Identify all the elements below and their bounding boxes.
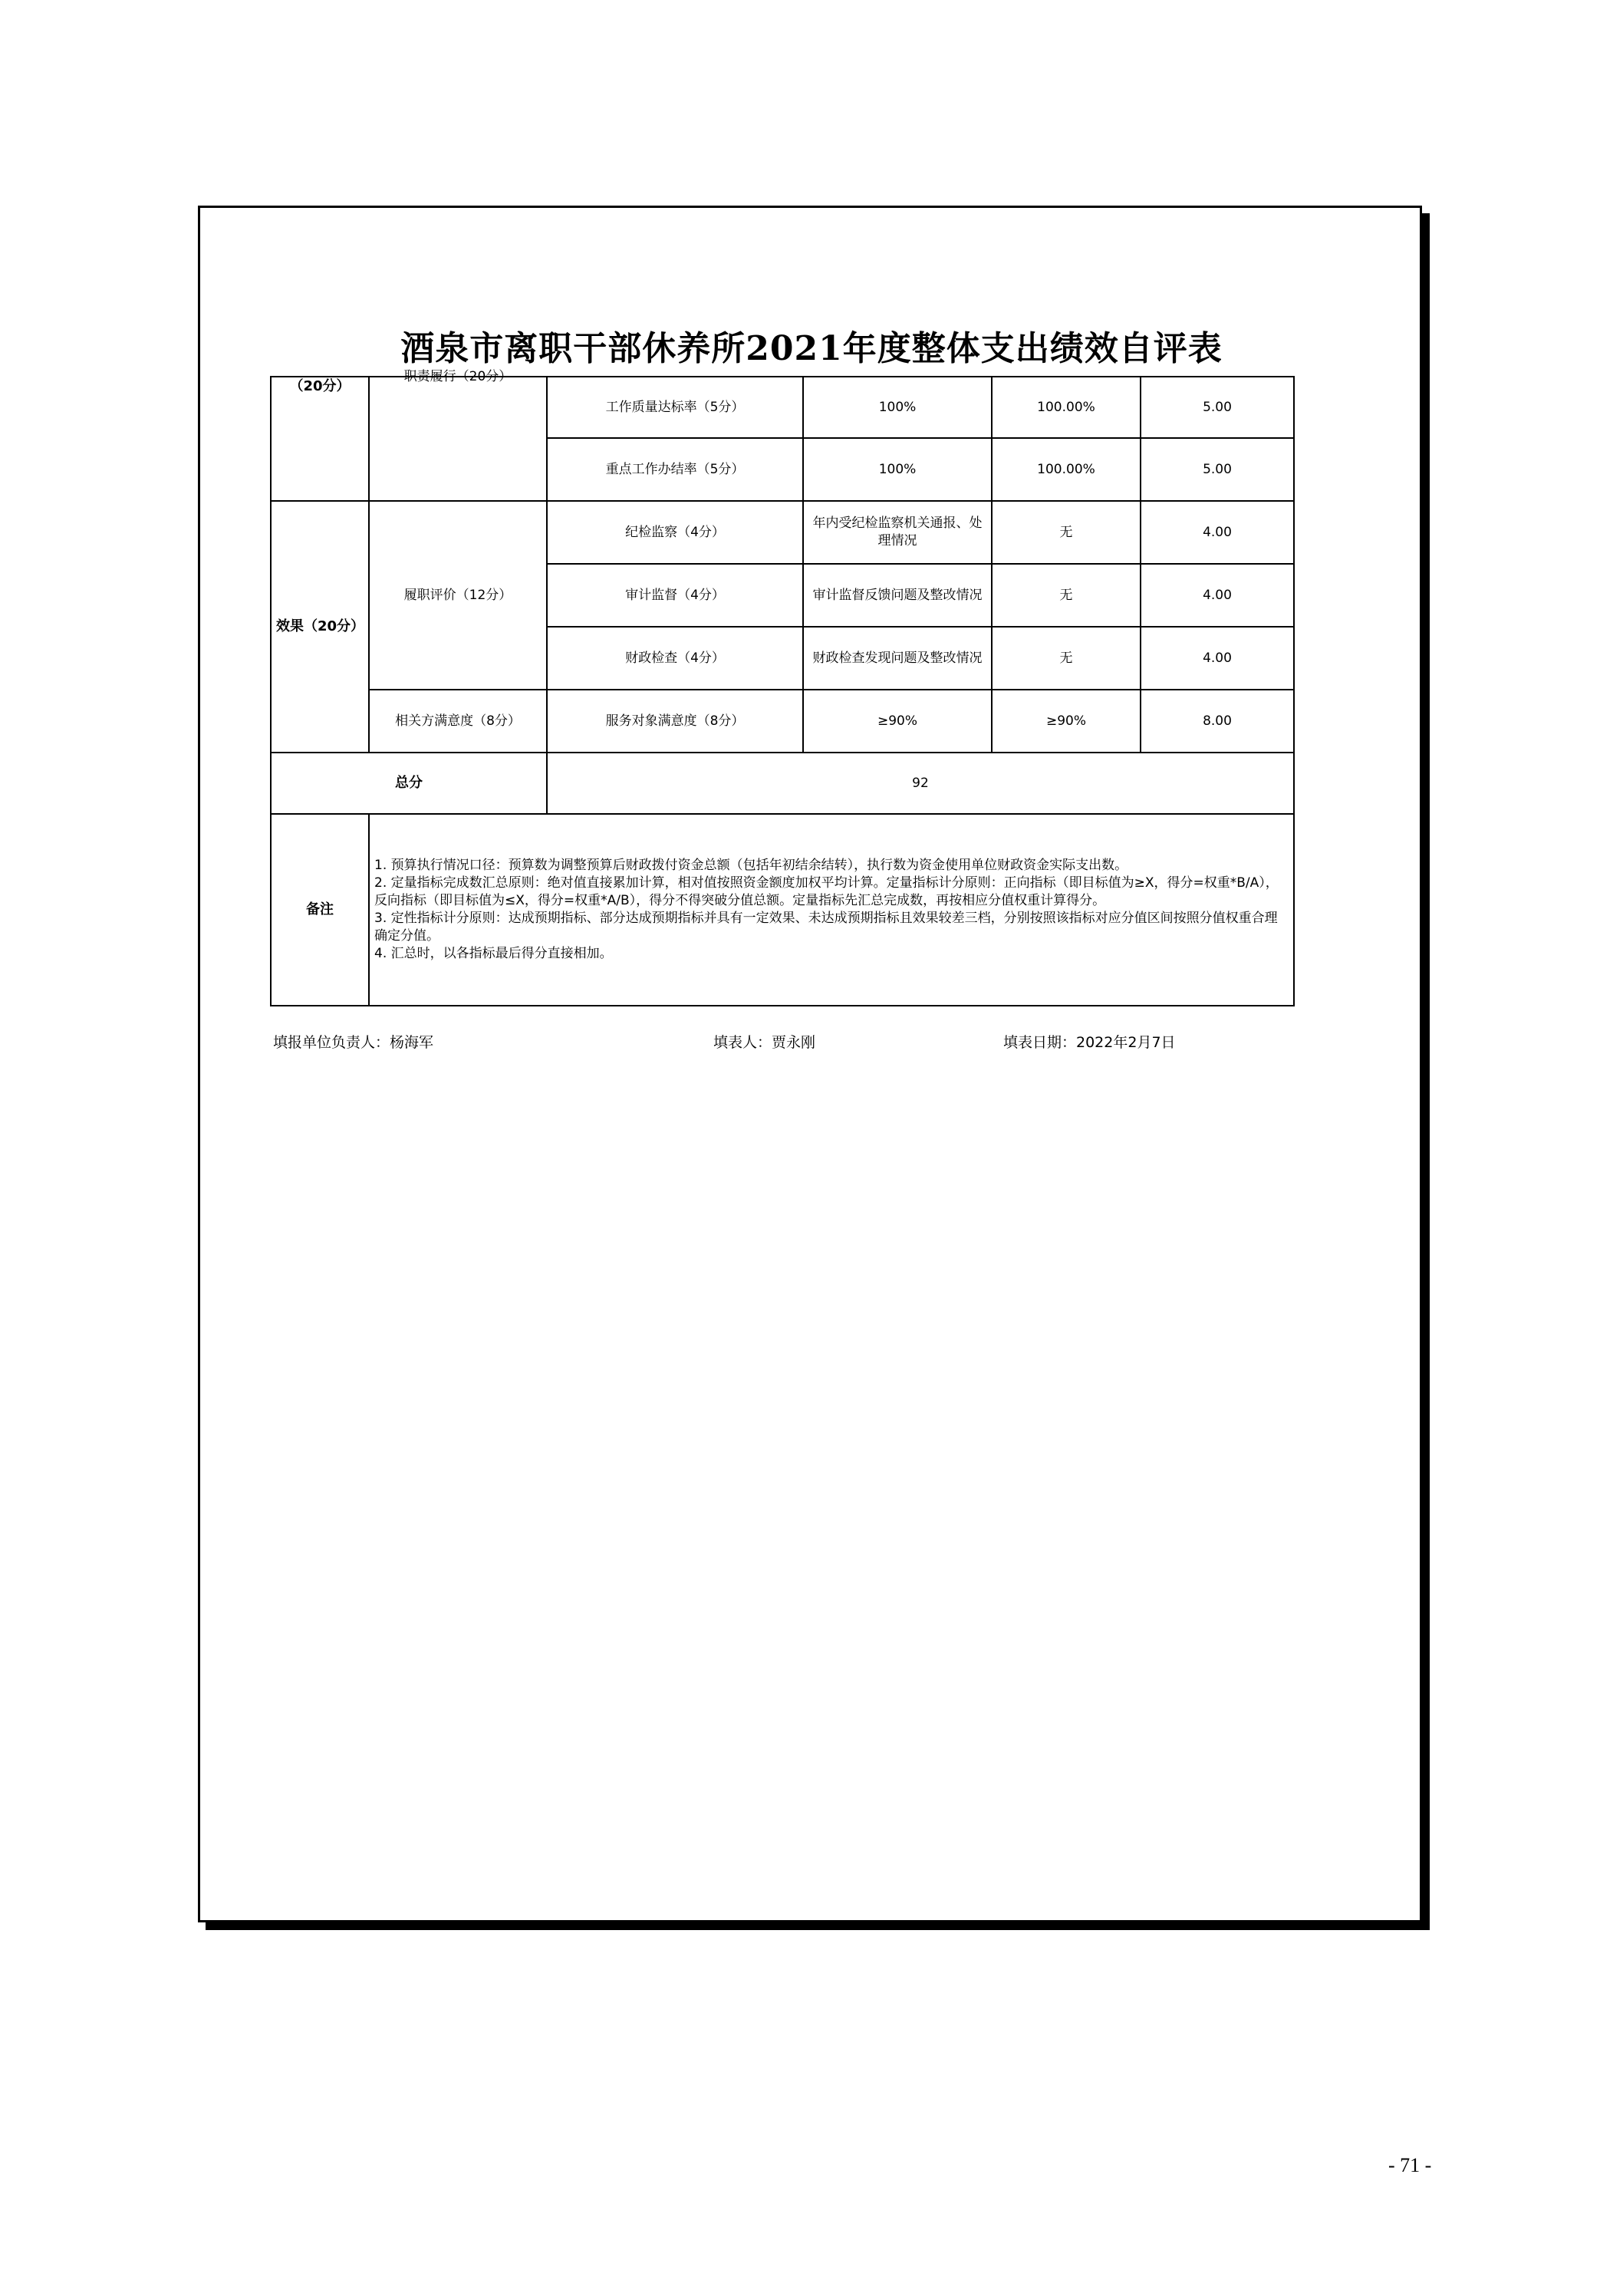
- total-value-cell: 92: [547, 753, 1294, 814]
- target-cell: 审计监督反馈问题及整改情况: [803, 564, 992, 627]
- actual-cell: 无: [992, 564, 1141, 627]
- page-number: - 71 -: [1388, 2154, 1432, 2176]
- indicator-cell: 纪检监察（4分）: [547, 501, 803, 564]
- actual-cell: ≥90%: [992, 690, 1141, 753]
- remarks-label-cell: 备注: [271, 814, 369, 1006]
- table-row: [271, 377, 1294, 438]
- table-row: [271, 814, 1294, 1006]
- target-cell: 年内受纪检监察机关通报、处理情况: [803, 501, 992, 564]
- remarks-cell: [369, 814, 1294, 1006]
- footer-filler: 填表人：贾永刚: [713, 1034, 816, 1051]
- score-cell: 5.00: [1141, 377, 1294, 438]
- actual-cell: 无: [992, 627, 1141, 690]
- cut-subdimension-cell: 职责履行（20分）: [369, 377, 547, 501]
- table-row: [271, 690, 1294, 753]
- table-row: [271, 501, 1294, 564]
- score-cell: 4.00: [1141, 564, 1294, 627]
- actual-cell: 100.00%: [992, 438, 1141, 501]
- footer-unit-head: 填报单位负责人：杨海军: [273, 1034, 434, 1051]
- remark-line: 2. 定量指标完成数汇总原则：绝对值直接累加计算，相对值按照资金额度加权平均计算。定量指标计分原则：正向指标（即目标值为≥X，得分=权重*B/A），反向指标（即目标值为≤X，得分=权重*A/B），得分不得突破分值总额。定量指标先汇总完成数，再按相应分值权重计算得分。: [374, 875, 1279, 909]
- effect-dimension-cell: 效果（20分）: [271, 501, 369, 753]
- remark-line: 3. 定性指标计分原则：达成预期指标、部分达成预期指标并具有一定效果、未达成预期指标且效果较差三档，分别按照该指标对应分值区间按照分值权重合理确定分值。: [374, 911, 1278, 944]
- page-title: 酒泉市离职干部休养所2021年度整体支出绩效自评表: [400, 329, 1223, 368]
- indicator-cell: 重点工作办结率（5分）: [547, 438, 803, 501]
- indicator-cell: 工作质量达标率（5分）: [547, 377, 803, 438]
- score-cell: 5.00: [1141, 438, 1294, 501]
- indicator-cell: 审计监督（4分）: [547, 564, 803, 627]
- indicator-cell: 财政检查（4分）: [547, 627, 803, 690]
- actual-cell: 100.00%: [992, 377, 1141, 438]
- indicator-cell: 服务对象满意度（8分）: [547, 690, 803, 753]
- performance-table: [270, 369, 1295, 1006]
- score-cell: 4.00: [1141, 501, 1294, 564]
- actual-cell: 无: [992, 501, 1141, 564]
- target-cell: 100%: [803, 377, 992, 438]
- total-label-cell: 总分: [271, 753, 547, 814]
- satisfaction-cell: 相关方满意度（8分）: [369, 690, 547, 753]
- remark-line: 4. 汇总时，以各指标最后得分直接相加。: [374, 945, 613, 961]
- target-cell: ≥90%: [803, 690, 992, 753]
- remark-line: 1. 预算执行情况口径：预算数为调整预算后财政拨付资金总额（包括年初结余结转），执行数为资金使用单位财政资金实际支出数。: [374, 858, 1128, 874]
- score-cell: 4.00: [1141, 627, 1294, 690]
- score-cell: 8.00: [1141, 690, 1294, 753]
- target-cell: 财政检查发现问题及整改情况: [803, 627, 992, 690]
- performance-eval-cell: 履职评价（12分）: [369, 501, 547, 690]
- footer-date: 填表日期：2022年2月7日: [1003, 1034, 1176, 1051]
- target-cell: 100%: [803, 438, 992, 501]
- table-row: [271, 753, 1294, 814]
- cut-dimension-cell: （20分）: [271, 377, 369, 501]
